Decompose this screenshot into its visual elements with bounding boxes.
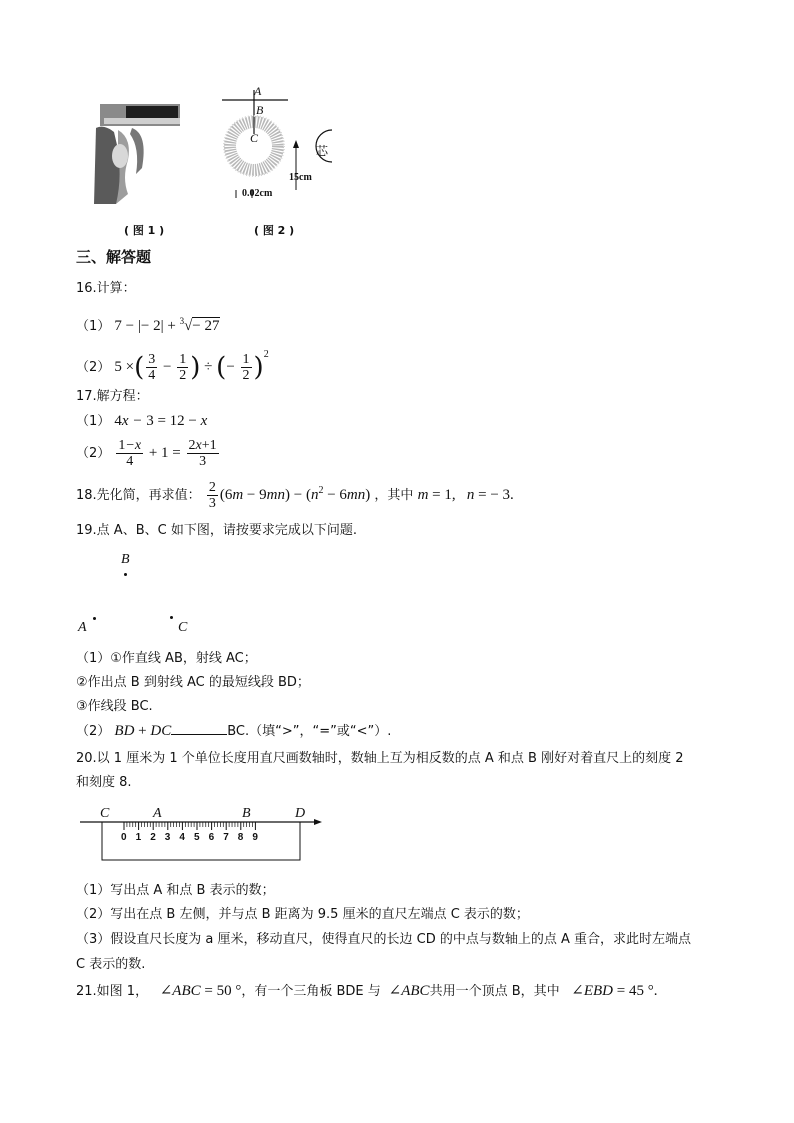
q20-sub3-line2: C 表示的数.	[76, 957, 146, 972]
q19-line3: ③作线段 BC.	[76, 699, 153, 714]
q19-label-a: A	[78, 620, 87, 635]
q20-stem-line1: 20.以 1 厘米为 1 个单位长度用直尺画数轴时，数轴上互为相反数的点 A 和点 B 刚好对着直尺上的刻度 2	[76, 751, 684, 766]
ruler-tick-label: 0	[121, 832, 127, 843]
q21-line	[76, 982, 657, 1001]
hand-ruler-photo-illustration	[92, 98, 184, 206]
q16-part2-expression: 5 ×( $\frac{3}{4}$ − $\frac{1}{2}$ ) ÷ (− $\frac{1}{2}$ )$^2$	[114, 349, 269, 384]
ruler-tick-label: 2	[150, 832, 156, 843]
q19-point-b	[124, 573, 127, 576]
q19-line2: ②作出点 B 到射线 AC 的最短线段 BD；	[76, 675, 310, 690]
q20-sub2: （2）写出在点 B 左侧，并与点 B 距离为 9.5 厘米的直尺左端点 C 表示的数；	[76, 907, 529, 922]
q21-angle-abc: ∠ABC = 50 °	[152, 983, 242, 999]
q21-mid2: 共用一个顶点 B，其中	[429, 984, 560, 999]
q20-stem-line2: 和刻度 8.	[76, 775, 132, 790]
q21-angle-abc-2: ∠ABC	[384, 983, 430, 999]
ruler-tick-label: 1	[135, 832, 142, 843]
q19-line1: （1）①作直线 AB，射线 AC；	[76, 651, 257, 666]
q17-part1	[76, 412, 207, 431]
figure-2-label-c: C	[250, 131, 259, 145]
q19-line4-suffix: BC.（填“>”，“=”或“<”）.	[227, 724, 392, 739]
q17-part2	[76, 438, 221, 469]
q20-sub1: （1）写出点 A 和点 B 表示的数；	[76, 883, 275, 898]
q19-line4	[76, 722, 391, 741]
ruler-tick-label: 5	[194, 832, 200, 843]
ruler-tick-label: 6	[208, 832, 215, 843]
q17-stem: 17.解方程：	[76, 389, 149, 404]
figure-2-core-label: 芯	[316, 144, 329, 158]
number-line-arrow	[314, 819, 322, 825]
q19-label-c: C	[178, 620, 188, 635]
q21-angle-ebd: ∠EBD = 45 °.	[563, 983, 658, 999]
q17-part1-number: （1）	[76, 414, 111, 429]
ruler-numberline-svg	[78, 804, 328, 864]
figure-1-caption: ( 图 1 )	[124, 224, 165, 237]
ruler-tick-label: 3	[164, 832, 171, 843]
q19-point-a	[93, 617, 96, 620]
section-title: 三、解答题	[76, 248, 152, 266]
ruler-tick-label: 8	[237, 832, 244, 843]
q20-label-b: B	[242, 806, 251, 821]
q21-prefix: 21.如图 1，	[76, 984, 149, 999]
q19-label-b: B	[121, 552, 130, 567]
q16-part2	[76, 346, 269, 383]
q19-point-c	[170, 616, 173, 619]
q18-prefix: 18.先化简，再求值：	[76, 487, 201, 503]
q19-line4-prefix: （2）	[76, 724, 111, 739]
q18-values: m = 1, n = − 3.	[417, 486, 514, 503]
figure-2-label-a: A	[254, 84, 262, 98]
q16-part1-number: （1）	[76, 319, 111, 334]
q20-label-d: D	[295, 806, 306, 821]
figure-2-caption: ( 图 2 )	[254, 224, 295, 237]
figure-2-label-b: B	[256, 103, 264, 117]
q16-part2-number: （2）	[76, 360, 111, 375]
q18-line	[76, 480, 514, 511]
q20-ruler-diagram	[78, 804, 328, 864]
q20-label-c: C	[100, 806, 110, 821]
ruler-tick-label: 7	[223, 832, 229, 843]
q17-part2-number: （2）	[76, 445, 111, 461]
q20-sub3-line1: （3）假设直尺长度为 a 厘米，移动直尺，使得直尺的长边 CD 的中点与数轴上的点 A 重合，求此时左端点	[76, 932, 692, 947]
q16-part1-expression: 7 − |− 2| + $^3$√− 27	[114, 316, 220, 334]
figure-2-height-label: 15cm	[289, 172, 312, 183]
figure-2-thickness-label: 0.02cm	[242, 188, 273, 199]
q21-mid1: ，有一个三角板 BDE 与	[241, 984, 381, 999]
q20-label-a: A	[153, 806, 162, 821]
ruler-tick-label: 4	[179, 832, 185, 843]
figure-1-photo	[92, 98, 184, 206]
ruler-tick-label: 9	[252, 832, 258, 843]
q18-suffix: ，其中	[374, 487, 414, 503]
q17-part2-equation: $\frac{1-x}{4}$ + 1 = $\frac{2x+1}{3}$	[118, 438, 217, 469]
q17-part1-equation: 4x − 3 = 12 − x	[114, 413, 208, 429]
q16-stem: 16.计算：	[76, 281, 136, 296]
q19-stem: 19.点 A、B、C 如下图，请按要求完成以下问题.	[76, 523, 357, 538]
q18-expression: $\frac{2}{3}$ $(6m - 9mn) - (n^2 - 6mn)$	[208, 480, 371, 511]
q19-bd-dc: BD + DC	[114, 723, 172, 739]
ruler-body	[102, 822, 300, 860]
q16-part1	[76, 312, 220, 336]
ruler-ticks	[124, 822, 255, 830]
q19-answer-blank[interactable]	[171, 722, 227, 735]
